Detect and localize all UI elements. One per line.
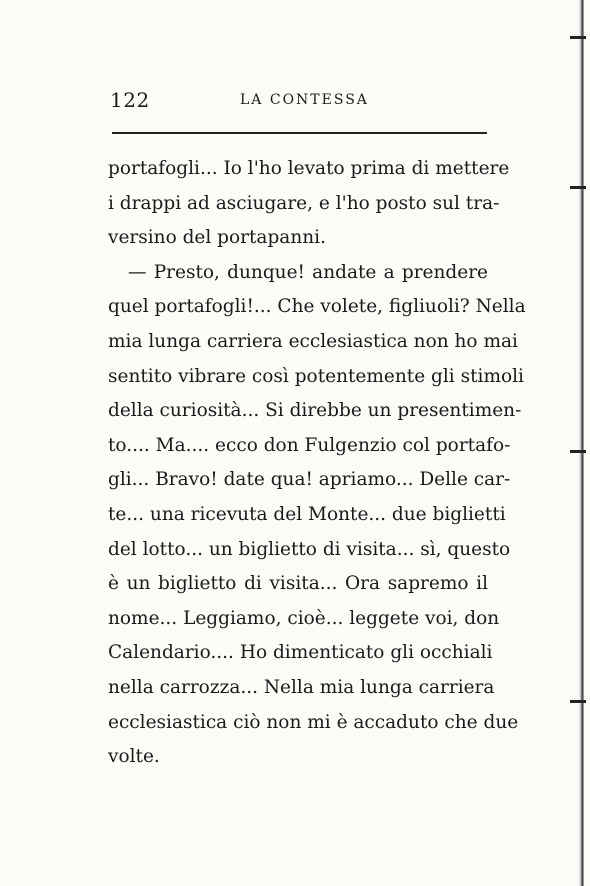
page-header (110, 88, 490, 112)
text-line: Calendario.... Ho dimenticato gli occhiali (108, 642, 493, 664)
text-line: nome... Leggiamo, cioè... leggete voi, don (108, 607, 500, 629)
text-line: i drappi ad asciugare, e l'ho posto sul tra- (108, 192, 500, 214)
text-line: volte. (108, 746, 160, 768)
page-number: 122 (110, 88, 150, 112)
text-line: te... una ricevuta del Monte... due biglietti (108, 503, 506, 525)
text-line: ecclesiastica ciò non mi è accaduto che due (108, 711, 519, 733)
text-line: è un biglietto di visita... Ora sapremo il (108, 573, 488, 595)
binding-stitch (570, 36, 586, 39)
binding-stitch (570, 450, 586, 453)
text-line: versino del portapanni. (108, 227, 326, 249)
text-line: to.... Ma.... ecco don Fulgenzio col portafo- (108, 434, 511, 456)
text-line: gli... Bravo! date qua! apriamo... Delle car- (108, 469, 511, 491)
text-line: portafogli... Io l'ho levato prima di mettere (108, 158, 510, 179)
page-binding-edge (578, 0, 584, 886)
text-line: della curiosità... Si direbbe un presentimen- (108, 400, 522, 422)
header-rule (112, 132, 487, 134)
text-line: quel portafogli!... Che volete, figliuoli? Nella (108, 296, 526, 318)
text-line: — Presto, dunque! andate a prendere (128, 261, 488, 283)
running-title: LA CONTESSA (240, 92, 369, 108)
text-line: mia lunga carriera ecclesiastica non ho mai (108, 330, 518, 352)
text-line: nella carrozza... Nella mia lunga carriera (108, 676, 495, 698)
text-line: del lotto... un biglietto di visita... sì, questo (108, 538, 511, 560)
binding-stitch (570, 700, 586, 703)
body-text (108, 152, 526, 775)
text-line: sentito vibrare così potentemente gli stimoli (108, 365, 524, 387)
binding-stitch (570, 186, 586, 189)
